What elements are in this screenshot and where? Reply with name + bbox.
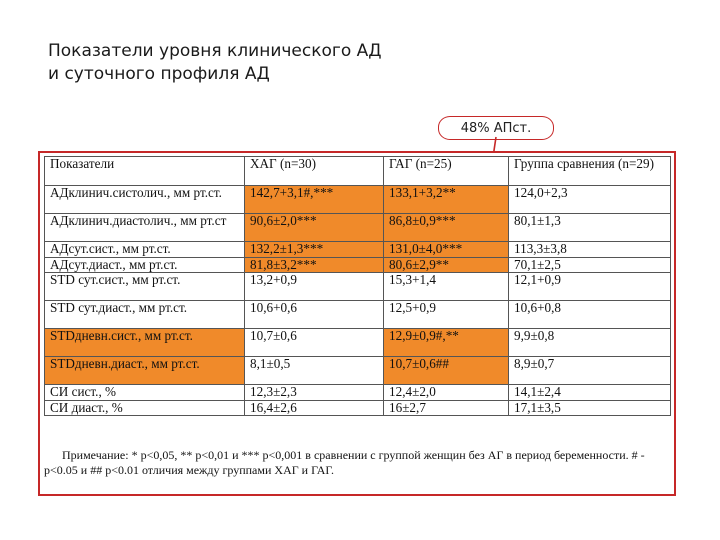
table-row (45, 357, 671, 385)
row-label: АДсут.диаст., мм рт.ст. (45, 257, 245, 273)
table-row (45, 186, 671, 214)
row-label: АДсут.сист., мм рт.ст. (45, 242, 245, 258)
callout-bubble: 48% АПст. (438, 116, 554, 140)
cell-control: 10,6+0,8 (509, 301, 671, 329)
cell-xag: 13,2+0,9 (245, 273, 384, 301)
header-indicator: Показатели (45, 157, 245, 186)
cell-xag: 16,4±2,6 (245, 400, 384, 416)
cell-xag: 132,2±1,3*** (245, 242, 384, 258)
row-label: STD сут.сист., мм рт.ст. (45, 273, 245, 301)
row-label: АДклинич.систолич., мм рт.ст. (45, 186, 245, 214)
table-row (45, 385, 671, 401)
slide-title (48, 40, 468, 86)
table-row (45, 329, 671, 357)
slide-title-line-2: и суточного профиля АД (48, 64, 270, 84)
cell-control: 124,0+2,3 (509, 186, 671, 214)
cell-control: 80,1±1,3 (509, 214, 671, 242)
row-label: АДклинич.диастолич., мм рт.ст (45, 214, 245, 242)
row-label: СИ сист., % (45, 385, 245, 401)
header-control: Группа сравнения (n=29) (509, 157, 671, 186)
cell-gag: 10,7±0,6## (384, 357, 509, 385)
cell-control: 14,1±2,4 (509, 385, 671, 401)
header-gag: ГАГ (n=25) (384, 157, 509, 186)
cell-gag: 12,5+0,9 (384, 301, 509, 329)
cell-control: 17,1±3,5 (509, 400, 671, 416)
cell-gag: 80,6±2,9** (384, 257, 509, 273)
slide-title-line-1: Показатели уровня клинического АД (48, 41, 382, 61)
cell-xag: 90,6±2,0*** (245, 214, 384, 242)
row-label: STDдневн.диаст., мм рт.ст. (45, 357, 245, 385)
table-row (45, 257, 671, 273)
cell-gag: 86,8±0,9*** (384, 214, 509, 242)
cell-gag: 12,4±2,0 (384, 385, 509, 401)
bp-indicators-table (44, 156, 671, 416)
cell-xag: 81,8±3,2*** (245, 257, 384, 273)
cell-control: 70,1±2,5 (509, 257, 671, 273)
row-label: СИ диаст., % (45, 400, 245, 416)
row-label: STD сут.диаст., мм рт.ст. (45, 301, 245, 329)
cell-xag: 142,7+3,1#,*** (245, 186, 384, 214)
cell-control: 9,9±0,8 (509, 329, 671, 357)
cell-control: 8,9±0,7 (509, 357, 671, 385)
table-footnote: Примечание: * р<0,05, ** р<0,01 и *** р<0,001 в сравнении с группой женщин без АГ в период беременности. # - р<0.05 и ## р<0.01 отличия между группами ХАГ и ГАГ. (44, 448, 645, 477)
table-row (45, 242, 671, 258)
cell-gag: 12,9±0,9#,** (384, 329, 509, 357)
table-row (45, 301, 671, 329)
row-label: STDдневн.сист., мм рт.ст. (45, 329, 245, 357)
header-xag: ХАГ (n=30) (245, 157, 384, 186)
cell-control: 113,3±3,8 (509, 242, 671, 258)
cell-gag: 131,0±4,0*** (384, 242, 509, 258)
cell-xag: 10,6+0,6 (245, 301, 384, 329)
cell-gag: 16±2,7 (384, 400, 509, 416)
cell-xag: 8,1±0,5 (245, 357, 384, 385)
table-row (45, 273, 671, 301)
table-row (45, 400, 671, 416)
table-row (45, 214, 671, 242)
table-header-row (45, 157, 671, 186)
cell-xag: 10,7±0,6 (245, 329, 384, 357)
cell-control: 12,1+0,9 (509, 273, 671, 301)
cell-gag: 15,3+1,4 (384, 273, 509, 301)
cell-gag: 133,1+3,2** (384, 186, 509, 214)
cell-xag: 12,3±2,3 (245, 385, 384, 401)
